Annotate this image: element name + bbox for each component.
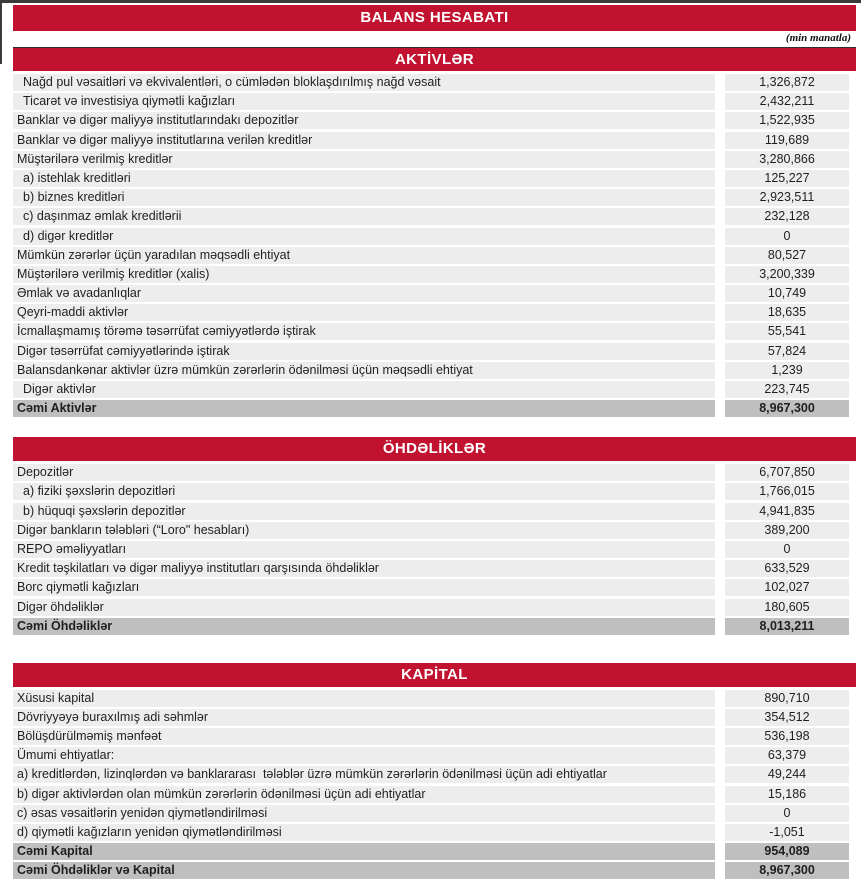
table-row	[13, 151, 849, 168]
table-row	[13, 400, 849, 417]
table-row	[13, 74, 849, 91]
balance-section	[13, 437, 856, 635]
unit-note: (min manatla)	[785, 32, 851, 44]
table-row	[13, 599, 849, 616]
row-value: 3,200,339	[725, 266, 849, 283]
row-label: d) digər kreditlər	[13, 228, 715, 245]
row-value: 80,527	[725, 247, 849, 264]
row-label: Cəmi Aktivlər	[13, 400, 715, 417]
balance-report-document	[13, 5, 856, 879]
table-row	[13, 690, 849, 707]
row-label: Digər bankların tələbləri (“Loro" hesabları)	[13, 522, 715, 539]
row-value: 389,200	[725, 522, 849, 539]
table-row	[13, 343, 849, 360]
row-value: 18,635	[725, 304, 849, 321]
table-row	[13, 862, 849, 879]
row-value: 954,089	[725, 843, 849, 860]
table-row	[13, 170, 849, 187]
row-label: d) qiymətli kağızların yenidən qiymətləndirilməsi	[13, 824, 715, 841]
row-value: 2,923,511	[725, 189, 849, 206]
row-label: Cəmi Kapital	[13, 843, 715, 860]
row-label: Nağd pul vəsaitləri və ekvivalentləri, o cümlədən bloklaşdırılmış nağd vəsait	[13, 74, 715, 91]
table-row	[13, 464, 849, 481]
table-row	[13, 323, 849, 340]
row-label: Banklar və digər maliyyə institutlarındakı depozitlər	[13, 112, 715, 129]
row-label: b) hüquqi şəxslərin depozitlər	[13, 503, 715, 520]
row-value: 633,529	[725, 560, 849, 577]
table-row	[13, 522, 849, 539]
row-label: Əmlak və avadanlıqlar	[13, 285, 715, 302]
table-row	[13, 503, 849, 520]
row-value: 180,605	[725, 599, 849, 616]
row-value: 0	[725, 541, 849, 558]
table-row	[13, 824, 849, 841]
table-row	[13, 483, 849, 500]
row-label: Ümumi ehtiyatlar:	[13, 747, 715, 764]
table-row	[13, 132, 849, 149]
row-label: Bölüşdürülməmiş mənfəət	[13, 728, 715, 745]
table-row	[13, 747, 849, 764]
row-value: 2,432,211	[725, 93, 849, 110]
row-value: 4,941,835	[725, 503, 849, 520]
window-top-edge	[0, 0, 861, 3]
row-value: 1,522,935	[725, 112, 849, 129]
row-label: a) fiziki şəxslərin depozitləri	[13, 483, 715, 500]
row-label: Qeyri-maddi aktivlər	[13, 304, 715, 321]
row-value: 8,967,300	[725, 862, 849, 879]
row-label: Xüsusi kapital	[13, 690, 715, 707]
table-row	[13, 709, 849, 726]
row-value: 57,824	[725, 343, 849, 360]
row-value: 1,326,872	[725, 74, 849, 91]
section-rows	[13, 74, 849, 417]
row-label: a) kreditlərdən, lizinqlərdən və banklararası tələblər üzrə mümkün zərərlərin ödənilməsi üçün adi ehtiyatlar	[13, 766, 715, 783]
row-value: 3,280,866	[725, 151, 849, 168]
section-rows	[13, 690, 849, 880]
row-value: 890,710	[725, 690, 849, 707]
row-value: 49,244	[725, 766, 849, 783]
report-sections	[13, 47, 856, 879]
row-label: Balansdankənar aktivlər üzrə mümkün zərərlərin ödənilməsi üçün məqsədli ehtiyat	[13, 362, 715, 379]
row-value: 15,186	[725, 786, 849, 803]
row-label: Dövriyyəyə buraxılmış adi səhmlər	[13, 709, 715, 726]
report-title-banner: BALANS HESABATI	[13, 5, 856, 31]
table-row	[13, 208, 849, 225]
row-label: İcmallaşmamış törəmə təsərrüfat cəmiyyətlərdə iştirak	[13, 323, 715, 340]
table-row	[13, 843, 849, 860]
balance-section	[13, 663, 856, 880]
table-row	[13, 266, 849, 283]
table-row	[13, 541, 849, 558]
row-label: Depozitlər	[13, 464, 715, 481]
table-row	[13, 285, 849, 302]
table-row	[13, 560, 849, 577]
table-row	[13, 93, 849, 110]
table-row	[13, 228, 849, 245]
table-row	[13, 381, 849, 398]
table-row	[13, 189, 849, 206]
table-row	[13, 618, 849, 635]
row-label: Mümkün zərərlər üçün yaradılan məqsədli ehtiyat	[13, 247, 715, 264]
row-label: Digər təsərrüfat cəmiyyətlərində iştirak	[13, 343, 715, 360]
balance-section	[13, 47, 856, 417]
row-value: 10,749	[725, 285, 849, 302]
row-value: 119,689	[725, 132, 849, 149]
row-label: Cəmi Öhdəliklər və Kapital	[13, 862, 715, 879]
row-value: -1,051	[725, 824, 849, 841]
row-value: 63,379	[725, 747, 849, 764]
row-label: Digər öhdəliklər	[13, 599, 715, 616]
row-label: b) digər aktivlərdən olan mümkün zərərlərin ödənilməsi üçün adi ehtiyatlar	[13, 786, 715, 803]
section-header-banner: ÖHDƏLİKLƏR	[13, 437, 856, 461]
row-label: c) əsas vəsaitlərin yenidən qiymətləndirilməsi	[13, 805, 715, 822]
row-label: Banklar və digər maliyyə institutlarına verilən kreditlər	[13, 132, 715, 149]
row-value: 8,967,300	[725, 400, 849, 417]
row-label: a) istehlak kreditləri	[13, 170, 715, 187]
row-value: 0	[725, 805, 849, 822]
row-label: Ticarət və investisiya qiymətli kağızları	[13, 93, 715, 110]
table-row	[13, 362, 849, 379]
row-value: 536,198	[725, 728, 849, 745]
row-label: c) daşınmaz əmlak kreditlərii	[13, 208, 715, 225]
table-row	[13, 728, 849, 745]
row-value: 102,027	[725, 579, 849, 596]
row-value: 232,128	[725, 208, 849, 225]
section-header-banner: KAPİTAL	[13, 663, 856, 687]
row-label: Borc qiymətli kağızları	[13, 579, 715, 596]
row-value: 354,512	[725, 709, 849, 726]
row-value: 55,541	[725, 323, 849, 340]
row-value: 1,239	[725, 362, 849, 379]
table-row	[13, 112, 849, 129]
table-row	[13, 786, 849, 803]
section-rows	[13, 464, 849, 635]
table-row	[13, 579, 849, 596]
row-label: REPO əməliyyatları	[13, 541, 715, 558]
row-label: Müştərilərə verilmiş kreditlər (xalis)	[13, 266, 715, 283]
row-value: 223,745	[725, 381, 849, 398]
row-value: 0	[725, 228, 849, 245]
row-label: Cəmi Öhdəliklər	[13, 618, 715, 635]
table-row	[13, 304, 849, 321]
row-label: Kredit təşkilatları və digər maliyyə institutları qarşısında öhdəliklər	[13, 560, 715, 577]
table-row	[13, 805, 849, 822]
row-value: 8,013,211	[725, 618, 849, 635]
table-row	[13, 766, 849, 783]
window-left-edge	[0, 0, 2, 64]
row-label: Müştərilərə verilmiş kreditlər	[13, 151, 715, 168]
row-label: Digər aktivlər	[13, 381, 715, 398]
row-value: 1,766,015	[725, 483, 849, 500]
table-row	[13, 247, 849, 264]
row-value: 6,707,850	[725, 464, 849, 481]
section-header-banner: AKTİVLƏR	[13, 47, 856, 71]
row-label: b) biznes kreditləri	[13, 189, 715, 206]
row-value: 125,227	[725, 170, 849, 187]
